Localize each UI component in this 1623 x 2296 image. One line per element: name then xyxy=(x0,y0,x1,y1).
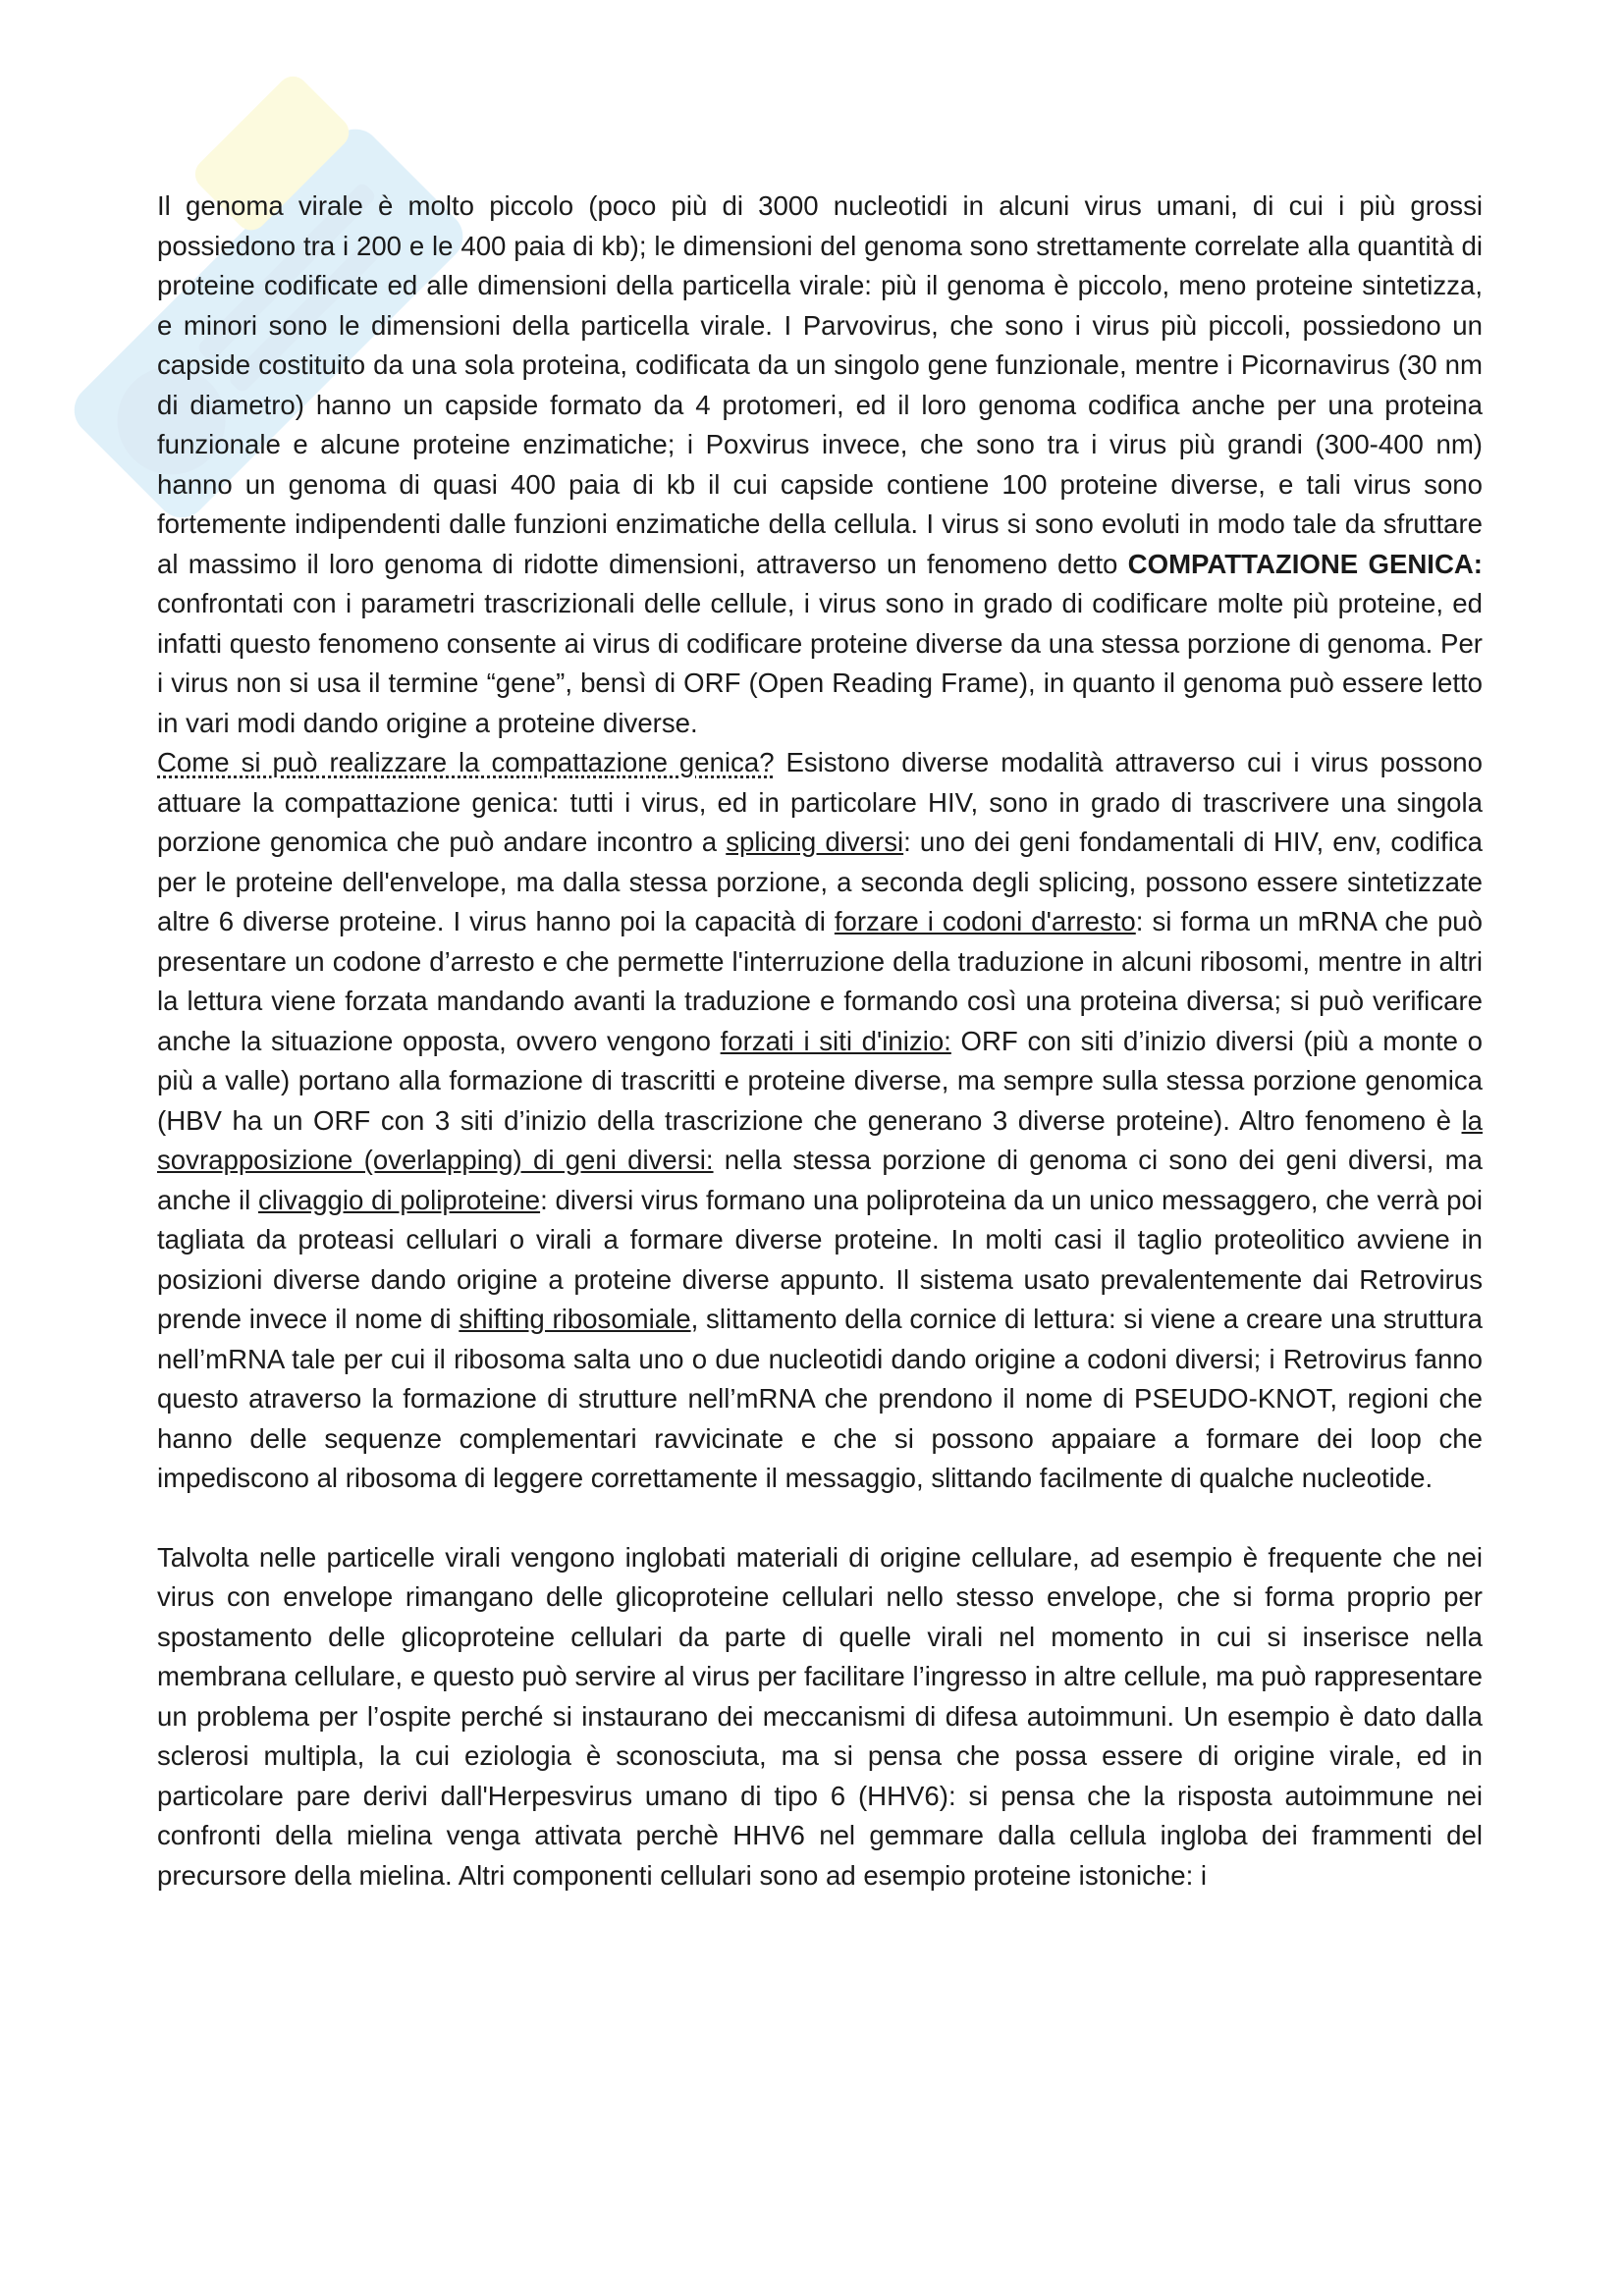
paragraph-genome-size xyxy=(157,187,1483,743)
paragraph-gene-compaction xyxy=(157,743,1483,1499)
bold-term: COMPATTAZIONE GENICA: xyxy=(1127,548,1483,579)
paragraph-text: , slittamento della cornice di lettura: si viene a creare una struttura nell’mRNA tale per cui il ribosoma salta uno o due nucleotidi dando origine a codoni diversi; i Retrovirus fanno questo atraverso la formazione di strutture nell’mRNA che prendono il nome di PSEUDO-KNOT, regioni che hanno delle sequenze complementari ravvicinate e che si possono appaiare a formare dei loop che impediscono al ribosoma di leggere correttamente il messaggio, slittando facilmente di qualche nucleotide. xyxy=(157,1304,1483,1493)
document-body xyxy=(157,187,1483,1896)
paragraph-text: ORF con siti d’inizio diversi (più a monte o più a valle) portano alla formazione di trascritti e proteine diverse, ma sempre sulla stessa porzione genomica (HBV ha un ORF con 3 siti d’inizio della trascrizione che generano 3 diverse proteine). Altro fenomeno è xyxy=(157,1025,1483,1136)
underlined-term: la sovrapposizione (overlapping) di geni diversi: xyxy=(157,1104,1483,1175)
paragraph-text: : uno dei geni fondamentali di HIV, env, codifica per le proteine dell'envelope, ma dalla stessa porzione, a seconda degli splicing, possono essere sintetizzate altre 6 diverse proteine. I virus hanno poi la capacità di xyxy=(157,827,1483,936)
underlined-term: shifting ribosomiale xyxy=(459,1304,691,1334)
paragraph-text: : diversi virus formano una poliproteina da un unico messaggero, che verrà poi tagliata da proteasi cellulari o virali a formare diverse proteine. In molti casi il taglio proteolitico avviene in posizioni diverse dando origine a proteine diverse appunto. Il sistema usato prevalentemente dai Retrovirus prende invece il nome di xyxy=(157,1184,1484,1334)
underlined-term: forzare i codoni d'arresto xyxy=(834,906,1136,936)
paragraph-text: Esistono diverse modalità attraverso cui i virus possono attuare la compattazione genica: tutti i virus, ed in particolare HIV, sono in grado di trascrivere una singola porzione genomica che può andare incontro a xyxy=(157,747,1483,857)
section-question: Come si può realizzare la compattazione genica? xyxy=(157,747,775,777)
paragraph-text: confrontati con i parametri trascrizionali delle cellule, i virus sono in grado di codificare molte più proteine, ed infatti questo fenomeno consente ai virus di codificare proteine diverse da una stessa porzione di genoma. Per i virus non si usa il termine “gene”, bensì di ORF (Open Reading Frame), in quanto il genoma può essere letto in vari modi dando origine a proteine diverse. xyxy=(157,588,1483,738)
paragraph-text: nella stessa porzione di genoma ci sono dei geni diversi, ma anche il xyxy=(157,1145,1483,1215)
underlined-term: splicing diversi xyxy=(726,827,904,857)
paragraph-text: Il genoma virale è molto piccolo (poco più di 3000 nucleotidi in alcuni virus umani, di cui i più grossi possiedono tra i 200 e le 400 paia di kb); le dimensioni del genoma sono strettamente correlate alla quantità di proteine codificate ed alle dimensioni della particella virale: più il genoma è piccolo, meno proteine sintetizza, e minori sono le dimensioni della particella virale. I Parvovirus, che sono i virus più piccoli, possiedono un capside costituito da una sola proteina, codificata da un singolo gene funzionale, mentre i Picornavirus (30 nm di diametro) hanno un capside formato da 4 protomeri, ed il loro genoma codifica anche per una proteina funzionale e alcune proteine enzimatiche; i Poxvirus invece, che sono tra i virus più grandi (300-400 nm) hanno un genoma di quasi 400 paia di kb il cui capside contiene 100 proteine diverse, e tali virus sono fortemente indipendenti dalle funzioni enzimatiche della cellula. I virus si sono evoluti in modo tale da sfruttare al massimo il loro genoma di ridotte dimensioni, attraverso un fenomeno detto xyxy=(157,190,1483,579)
underlined-term: forzati i siti d'inizio: xyxy=(720,1025,951,1056)
paragraph-text: Talvolta nelle particelle virali vengono inglobati materiali di origine cellulare, ad esempio è frequente che nei virus con envelope rimangano delle glicoproteine cellulari nello stesso envelope, che si forma proprio per spostamento delle glicoproteine cellulari da parte di quelle virali nel momento in cui si inserisce nella membrana cellulare, e questo può servire al virus per facilitare l’ingresso in altre cellule, ma può rappresentare un problema per l’ospite perché si instaurano dei meccanismi di difesa autoimmuni. Un esempio è dato dalla sclerosi multipla, la cui eziologia è sconosciuta, ma si pensa che possa essere di origine virale, ed in particolare pare derivi dall'Herpesvirus umano di tipo 6 (HHV6): si pensa che la risposta autoimmune nei confronti della mielina venga attivata perchè HHV6 nel gemmare dalla cellula ingloba dei frammenti del precursore della mielina. Altri componenti cellulari sono ad esempio proteine istoniche: i xyxy=(157,1541,1483,1891)
paragraph-text: : si forma un mRNA che può presentare un codone d’arresto e che permette l'interruzione della traduzione in alcuni ribosomi, mentre in altri la lettura viene forzata mandando avanti la traduzione e formando così una proteina diversa; si può verificare anche la situazione opposta, ovvero vengono xyxy=(157,906,1483,1056)
paragraph-cellular-materials xyxy=(157,1538,1483,1896)
underlined-term: clivaggio di poliproteine xyxy=(258,1184,541,1215)
